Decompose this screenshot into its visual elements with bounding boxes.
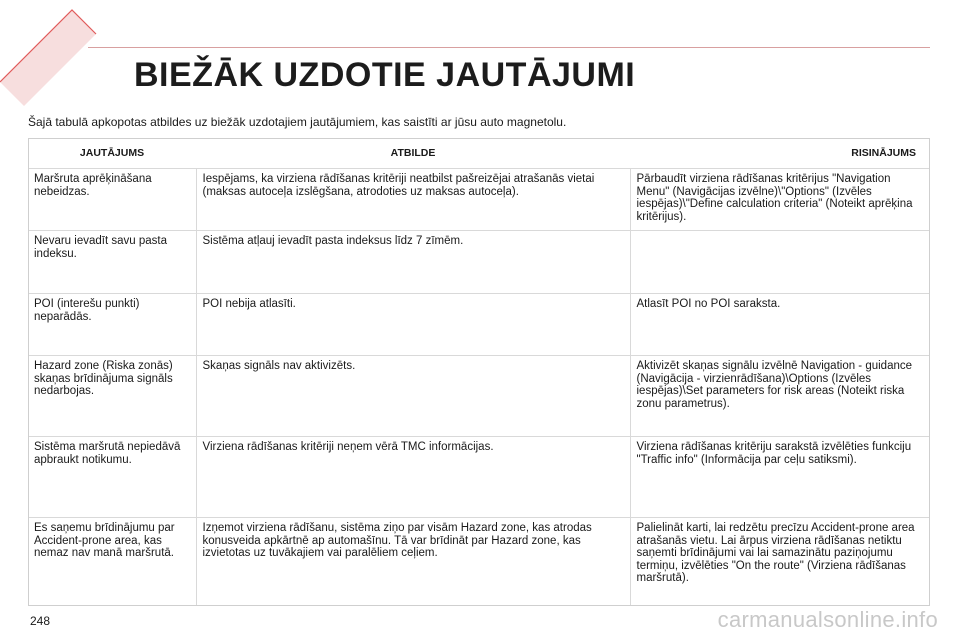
table-header-row: [28, 138, 930, 169]
table-row: [28, 294, 930, 356]
table-row: [28, 518, 930, 606]
solution-cell: [630, 231, 930, 294]
page-number: 248: [30, 614, 51, 628]
solution-cell: Pārbaudīt virziena rādīšanas kritērijus "Navigation Menu" (Navigācijas izvēlne)\"Options" (Izvēles iespējas)\"Define calculation criteria" (Noteikt aprēķina kritērijus).: [630, 169, 930, 231]
header-solution: RISINĀJUMS: [630, 138, 930, 169]
solution-cell: Aktivizēt skaņas signālu izvēlnē Navigation - guidance (Navigācija - virzienrādīšana)\Options (Izvēles iespējas)\Set parameters for risk areas (Noteikt riska zonu parametrus).: [630, 356, 930, 437]
answer-cell: Skaņas signāls nav aktivizēts.: [196, 356, 630, 437]
question-cell: Es saņemu brīdinājumu par Accident-prone area, kas nemaz nav manā maršrutā.: [28, 518, 196, 606]
faq-table-container: [28, 138, 930, 606]
solution-cell: Virziena rādīšanas kritēriju sarakstā izvēlēties funkciju "Traffic info" (Informācija par ceļu satiksmi).: [630, 437, 930, 518]
question-cell: POI (interešu punkti) neparādās.: [28, 294, 196, 356]
answer-cell: Sistēma atļauj ievadīt pasta indeksus līdz 7 zīmēm.: [196, 231, 630, 294]
solution-cell: Atlasīt POI no POI saraksta.: [630, 294, 930, 356]
question-cell: Maršruta aprēķināšana nebeidzas.: [28, 169, 196, 231]
question-cell: Sistēma maršrutā nepiedāvā apbraukt notikumu.: [28, 437, 196, 518]
faq-table: [28, 138, 930, 606]
watermark: carmanualsonline.info: [717, 607, 938, 632]
title-rule: [88, 47, 930, 48]
header-answer: ATBILDE: [196, 138, 630, 169]
table-row: [28, 231, 930, 294]
intro-text: Šajā tabulā apkopotas atbildes uz biežāk uzdotajiem jautājumiem, kas saistīti ar jūsu auto magnetolu.: [28, 115, 567, 129]
question-cell: Hazard zone (Riska zonās) skaņas brīdinājuma signāls nedarbojas.: [28, 356, 196, 437]
answer-cell: POI nebija atlasīti.: [196, 294, 630, 356]
table-row: [28, 356, 930, 437]
answer-cell: Virziena rādīšanas kritēriji neņem vērā TMC informācijas.: [196, 437, 630, 518]
table-row: [28, 169, 930, 231]
header-question: JAUTĀJUMS: [28, 138, 196, 169]
answer-cell: Izņemot virziena rādīšanu, sistēma ziņo par visām Hazard zone, kas atrodas konusveida apkārtnē ap automašīnu. Tā var brīdināt par Hazard zone, kas izvietotas uz tuvākajiem vai paralēliem ceļiem.: [196, 518, 630, 606]
page-title: BIEŽĀK UZDOTIE JAUTĀJUMI: [134, 56, 636, 94]
solution-cell: Palielināt karti, lai redzētu precīzu Accident-prone area atrašanās vietu. Lai ārpus virziena rādīšanas netiktu saņemti brīdinājumi vai lai samazinātu paziņojumu termiņu, izvēlēties "On the route" (Virziena rādīšanas maršrutā).: [630, 518, 930, 606]
question-cell: Nevaru ievadīt savu pasta indeksu.: [28, 231, 196, 294]
answer-cell: Iespējams, ka virziena rādīšanas kritēriji neatbilst pašreizējai atrašanās vietai (maksas autoceļa izslēgšana, atrodoties uz maksas autoceļa).: [196, 169, 630, 231]
corner-tab-decoration: [0, 0, 120, 110]
table-row: [28, 437, 930, 518]
